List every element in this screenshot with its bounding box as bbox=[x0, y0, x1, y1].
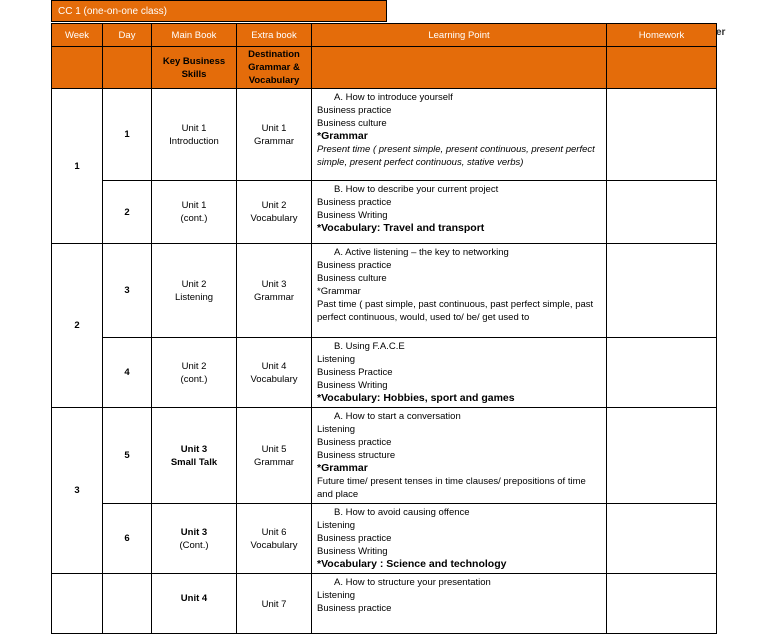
learning-point-cell bbox=[312, 181, 607, 244]
main-unit: Unit 1 bbox=[181, 122, 207, 134]
homework-cell bbox=[607, 181, 717, 244]
lp-heading: *Vocabulary : Science and technology bbox=[317, 558, 507, 570]
extra-unit: Unit 4 bbox=[261, 360, 287, 372]
week-cell: 3 bbox=[52, 408, 103, 574]
extra-title: Grammar bbox=[253, 291, 295, 303]
day-cell: 4 bbox=[103, 338, 152, 408]
main-unit: Unit 2 bbox=[181, 360, 207, 372]
lp-line: Listening bbox=[317, 424, 356, 435]
table-row bbox=[52, 338, 717, 408]
extra-book-cell bbox=[237, 408, 312, 504]
main-title: (cont.) bbox=[180, 213, 208, 224]
main-unit: Unit 3 bbox=[180, 526, 208, 538]
lp-line: Business culture bbox=[317, 118, 387, 129]
lp-line: Business practice bbox=[317, 603, 392, 614]
main-book-cell bbox=[152, 244, 237, 338]
subheader-row bbox=[52, 47, 717, 89]
homework-cell bbox=[607, 504, 717, 574]
table-row bbox=[52, 244, 717, 338]
main-unit: Unit 3 bbox=[180, 443, 208, 455]
lp-detail: Past time ( past simple, past continuous, past perfect simple, past perfect continuous, would, used to/ be/ get used to bbox=[317, 299, 594, 323]
day-cell: 3 bbox=[103, 244, 152, 338]
main-book-cell bbox=[152, 574, 237, 634]
lp-topic: B. Using F.A.C.E bbox=[334, 341, 405, 352]
header-main-book: Main Book bbox=[152, 24, 237, 47]
learning-point-cell bbox=[312, 244, 607, 338]
lp-topic: B. How to describe your current project bbox=[334, 184, 499, 195]
lp-heading: *Grammar bbox=[317, 462, 368, 474]
lp-line: Business culture bbox=[317, 273, 387, 284]
extra-book-cell bbox=[237, 504, 312, 574]
lp-line: Business practice bbox=[317, 437, 392, 448]
lp-detail: Present time ( present simple, present continuous, present perfect simple, present perfect continuous, stative verbs) bbox=[317, 144, 595, 168]
main-title: (Cont.) bbox=[179, 539, 209, 551]
learning-point-cell bbox=[312, 408, 607, 504]
homework-cell bbox=[607, 244, 717, 338]
extra-title: Vocabulary bbox=[250, 213, 298, 224]
extra-book-cell bbox=[237, 89, 312, 181]
header-learning-point: Learning Point bbox=[312, 24, 607, 47]
learning-point-cell bbox=[312, 89, 607, 181]
main-book-cell bbox=[152, 89, 237, 181]
day-cell: 5 bbox=[103, 408, 152, 504]
lp-line: Business practice bbox=[317, 197, 392, 208]
header-extra-book: Extra book bbox=[237, 24, 312, 47]
main-title: Introduction bbox=[169, 135, 219, 147]
extra-title: Vocabulary bbox=[250, 373, 298, 385]
main-book-cell bbox=[152, 181, 237, 244]
homework-cell bbox=[607, 89, 717, 181]
lp-line: Listening bbox=[317, 520, 356, 531]
schedule-table bbox=[51, 23, 717, 634]
extra-unit: Unit 3 bbox=[261, 278, 287, 290]
lp-heading: *Grammar bbox=[317, 286, 361, 297]
lp-line: Business structure bbox=[317, 450, 396, 461]
header-day: Day bbox=[103, 24, 152, 47]
extra-unit: Unit 1 bbox=[261, 122, 287, 134]
lp-line: Business practice bbox=[317, 260, 392, 271]
learning-point-cell bbox=[312, 574, 607, 634]
lp-line: Listening bbox=[317, 354, 356, 365]
table-row bbox=[52, 408, 717, 504]
week-cell: 1 bbox=[52, 89, 103, 244]
lp-topic: A. How to structure your presentation bbox=[334, 577, 491, 588]
header-week: Week bbox=[52, 24, 103, 47]
subheader-main-book: Key Business Skills bbox=[152, 47, 237, 89]
header-homework: Homework bbox=[607, 24, 717, 47]
main-book-cell bbox=[152, 338, 237, 408]
main-unit: Unit 1 bbox=[181, 200, 207, 211]
table-row bbox=[52, 89, 717, 181]
lp-line: Business Writing bbox=[317, 546, 388, 557]
week-cell bbox=[52, 574, 103, 634]
lp-topic: A. How to introduce yourself bbox=[334, 92, 453, 103]
lp-line: Business Writing bbox=[317, 380, 388, 391]
main-title: Small Talk bbox=[170, 456, 218, 468]
clipped-text: er bbox=[716, 27, 726, 38]
extra-unit: Unit 6 bbox=[261, 526, 287, 538]
day-cell: 2 bbox=[103, 181, 152, 244]
lp-heading: *Vocabulary: Hobbies, sport and games bbox=[317, 392, 515, 404]
homework-cell bbox=[607, 574, 717, 634]
subheader-extra-book: Destination Grammar & Vocabulary bbox=[237, 47, 312, 89]
table-row bbox=[52, 181, 717, 244]
main-unit: Unit 4 bbox=[180, 593, 208, 604]
extra-unit: Unit 2 bbox=[261, 200, 287, 211]
extra-book-cell bbox=[237, 244, 312, 338]
main-book-cell bbox=[152, 408, 237, 504]
lp-line: Listening bbox=[317, 590, 356, 601]
main-book-cell bbox=[152, 504, 237, 574]
header-row bbox=[52, 24, 717, 47]
extra-book-cell bbox=[237, 574, 312, 634]
main-title: Listening bbox=[174, 291, 214, 303]
learning-point-cell bbox=[312, 338, 607, 408]
extra-book-cell bbox=[237, 338, 312, 408]
day-cell: 6 bbox=[103, 504, 152, 574]
day-cell: 1 bbox=[103, 89, 152, 181]
table-row bbox=[52, 504, 717, 574]
lp-line: Business Writing bbox=[317, 210, 388, 221]
extra-book-cell bbox=[237, 181, 312, 244]
lp-line: Business practice bbox=[317, 533, 392, 544]
lp-heading: *Vocabulary: Travel and transport bbox=[317, 222, 485, 234]
extra-title: Vocabulary bbox=[250, 539, 298, 551]
class-title: CC 1 (one-on-one class) bbox=[51, 0, 387, 22]
lp-line: Business practice bbox=[317, 105, 392, 116]
lp-line: Business Practice bbox=[317, 367, 393, 378]
extra-title: Grammar bbox=[253, 135, 295, 147]
extra-unit: Unit 7 bbox=[261, 599, 287, 610]
day-cell bbox=[103, 574, 152, 634]
lp-topic: B. How to avoid causing offence bbox=[334, 507, 470, 518]
extra-unit: Unit 5 bbox=[261, 443, 287, 455]
homework-cell bbox=[607, 408, 717, 504]
main-unit: Unit 2 bbox=[181, 278, 207, 290]
lp-topic: A. Active listening – the key to networking bbox=[334, 247, 509, 258]
main-title: (cont.) bbox=[180, 373, 208, 385]
table-row bbox=[52, 574, 717, 634]
lp-detail: Future time/ present tenses in time clauses/ prepositions of time and place bbox=[317, 476, 586, 500]
lp-topic: A. How to start a conversation bbox=[334, 411, 461, 422]
lp-heading: *Grammar bbox=[317, 130, 368, 142]
week-cell: 2 bbox=[52, 244, 103, 408]
homework-cell bbox=[607, 338, 717, 408]
learning-point-cell bbox=[312, 504, 607, 574]
extra-title: Grammar bbox=[253, 456, 295, 468]
